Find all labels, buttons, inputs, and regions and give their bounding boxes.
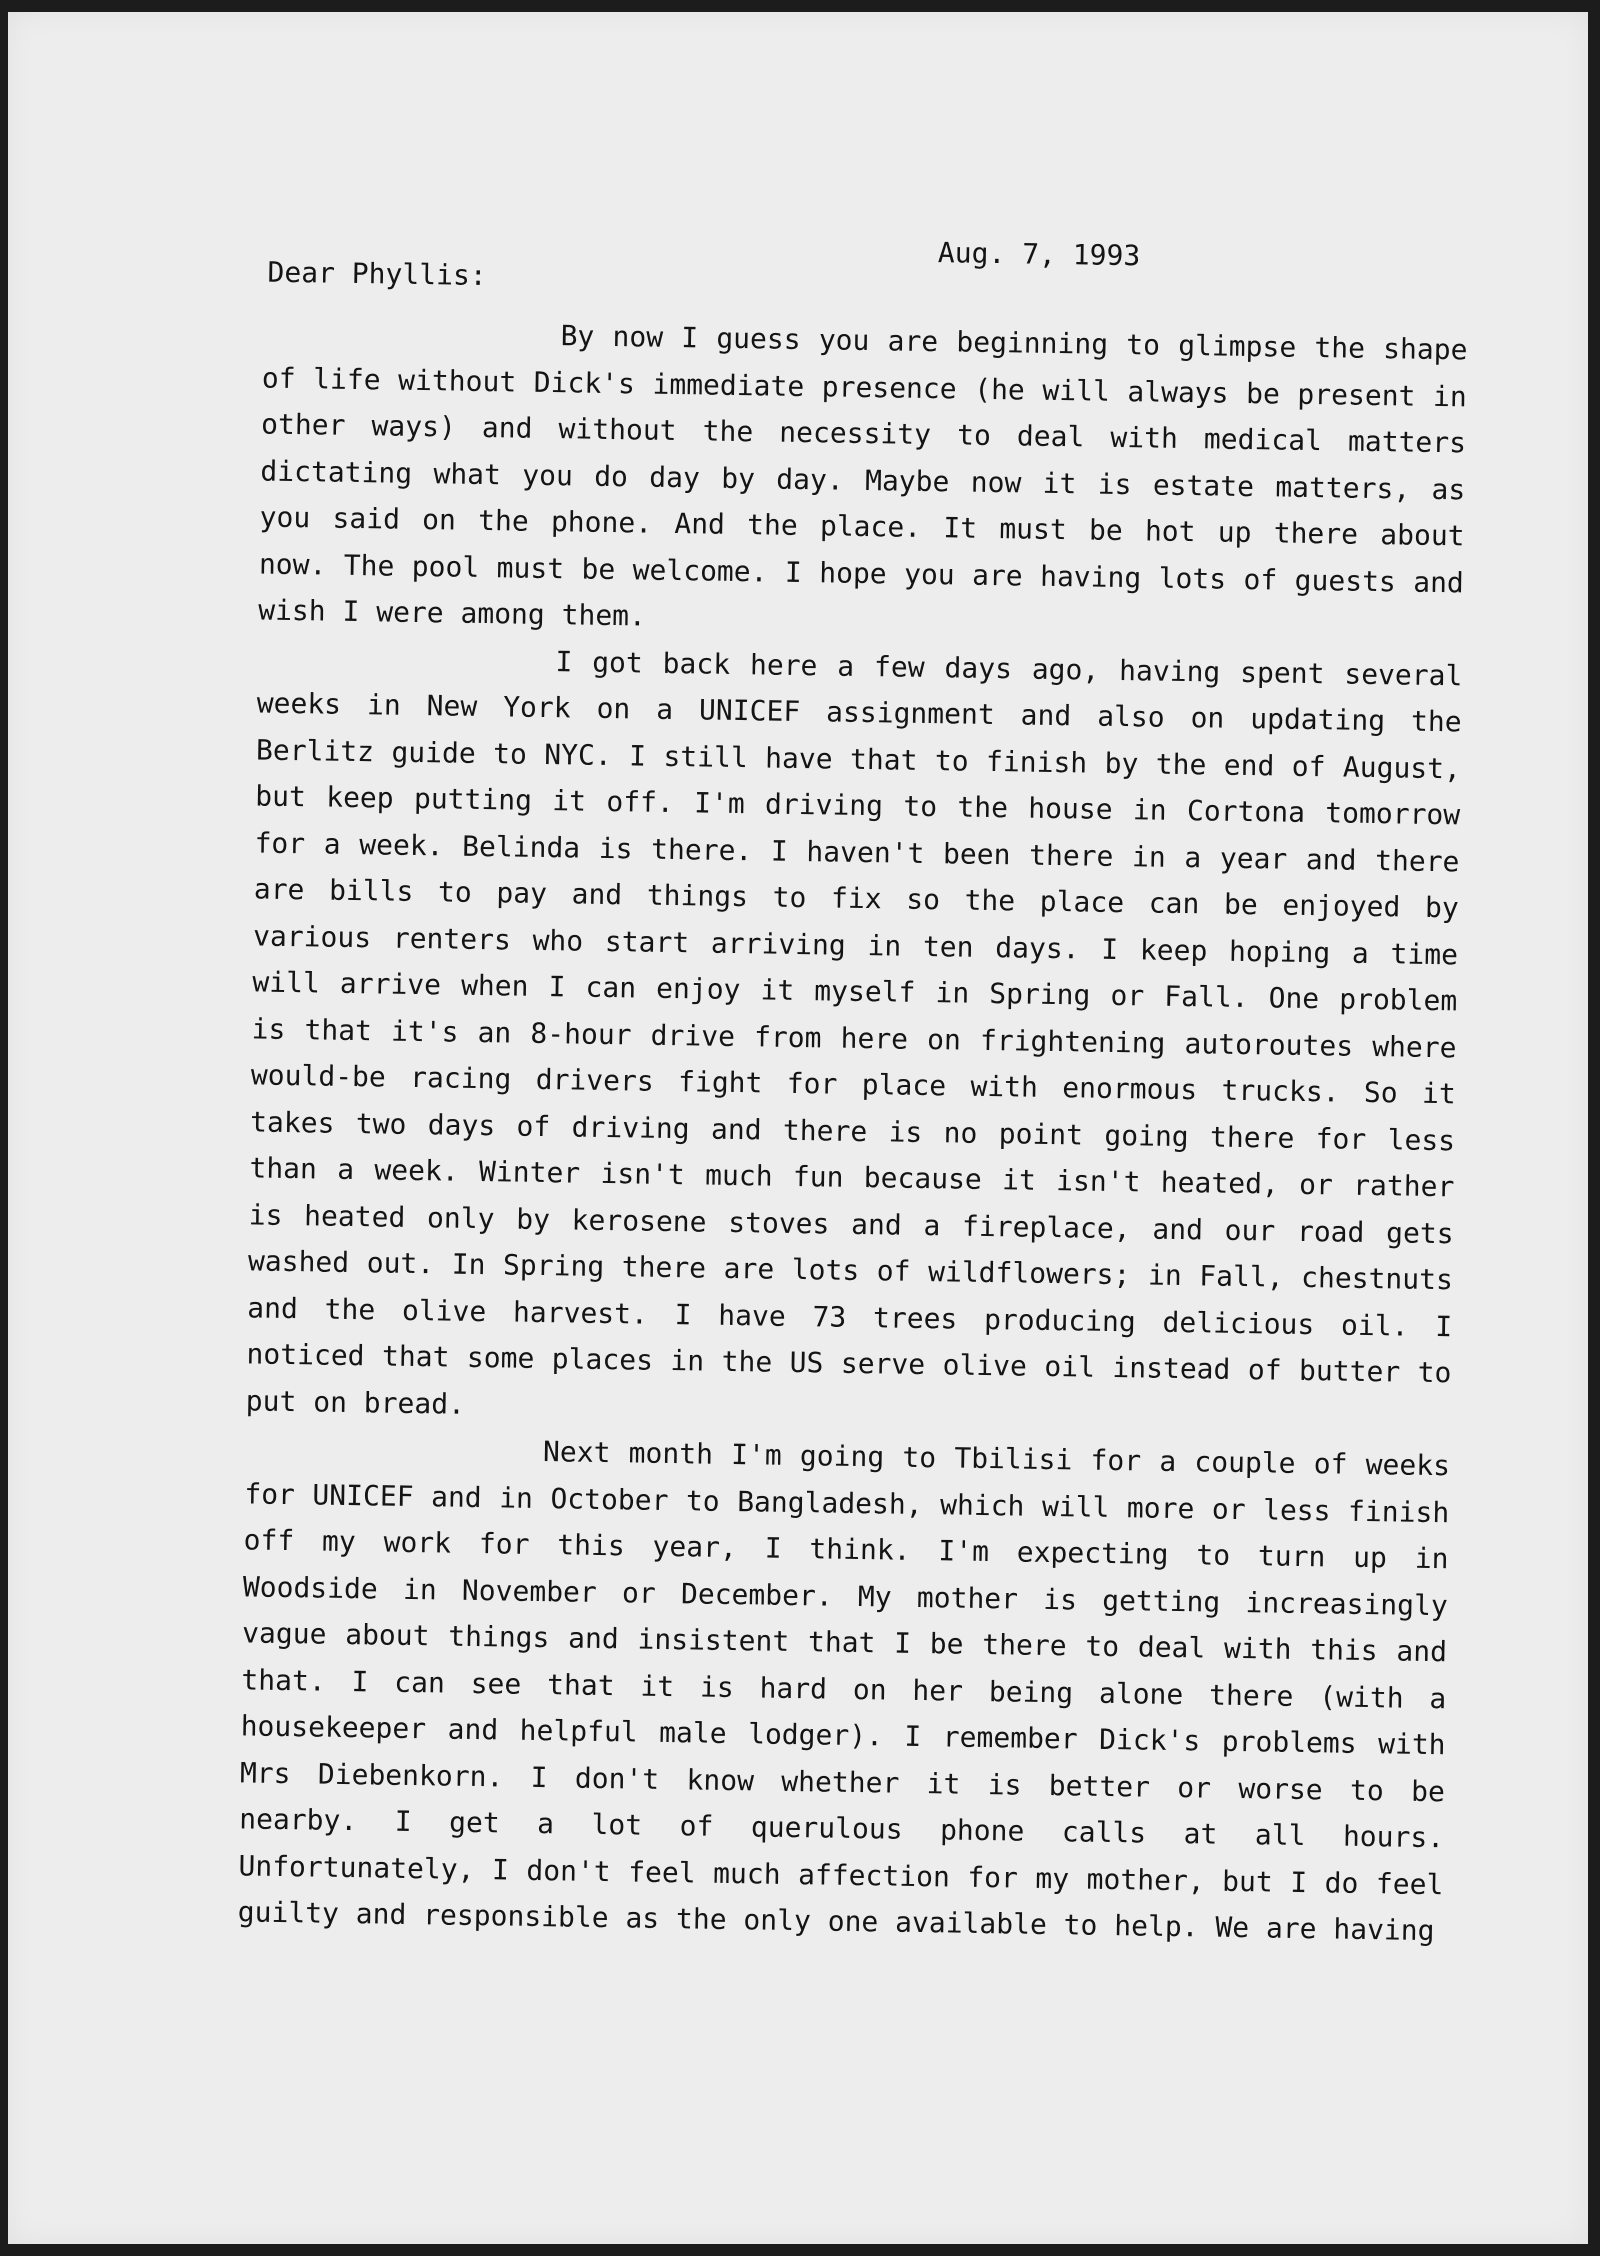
letter-body	[237, 309, 1467, 1955]
letter-paragraph-1: By now I guess you are beginning to glimpse the shape of life without Dick's immediate presence (he will always be present in other ways) and without the necessity to deal with medical matters dictating what you do day by day. Maybe now it is estate matters, as you said on the phone. And the place. It must be hot up there about now. The pool must be welcome. I hope you are having lots of guests and wish I were among them.	[257, 319, 1468, 633]
letter-date: Aug. 7, 1993	[937, 236, 1141, 273]
letter-paragraph-3: Next month I'm going to Tbilisi for a couple of weeks for UNICEF and in October to Bangladesh, which will more or less finish off my work for this year, I think. I'm expecting to turn up in Woodside in November or December. My mother is getting increasingly vague about things and insistent that I be there to deal with this and that. I can see that it is hard on her being alone there (with a housekeeper and helpful male lodger). I remember Dick's problems with Mrs Diebenkorn. I don't know whether it is better or worse to be nearby. I get a lot of querulous phone calls at all hours. Unfortunately, I don't feel much affection for my mother, but I do feel guilty and responsible as the only one available to help. We are having	[237, 1435, 1451, 1948]
letter-salutation: Dear Phyllis:	[267, 255, 487, 293]
letter-page	[8, 12, 1588, 2244]
letter-paragraph-2: I got back here a few days ago, having spent several weeks in New York on a UNICEF assignment and also on updating the Berlitz guide to NYC. I still have that to finish by the end of August, but keep putting it off. I'm driving to the house in Cortona tomorrow for a week. Belinda is there. I haven't been there in a year and there are bills to pay and things to fix so the place can be enjoyed by various renters who start arriving in ten days. I keep hoping a time will arrive when I can enjoy it myself in Spring or Fall. One problem is that it's an 8-hour drive from here on frightening autoroutes where would-be racing drivers fight for place with enormous trucks. So it takes two days of driving and there is no point going there for less than a week. Winter isn't much fun because it isn't heated, or rather is heated only by kerosene stoves and a fireplace, and our road gets washed out. In Spring there are lots of wildflowers; in Fall, chestnuts and the olive harvest. I have 73 trees producing delicious oil. I noticed that some places in the US serve olive oil instead of butter to put on bread.	[245, 644, 1463, 1421]
